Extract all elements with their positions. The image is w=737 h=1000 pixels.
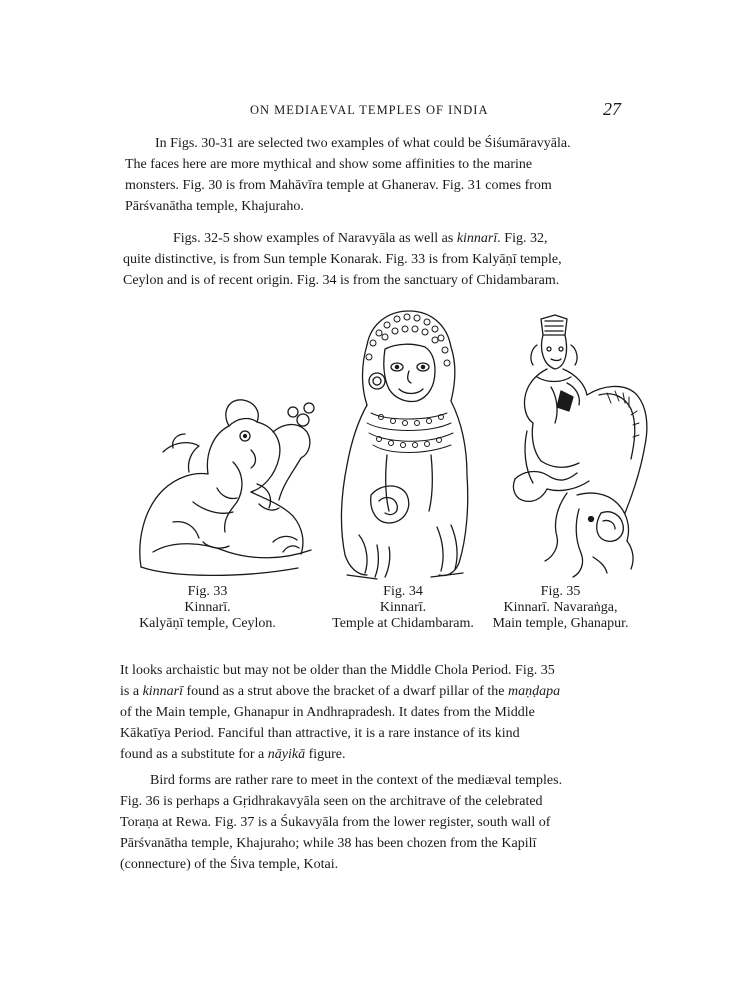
- figure-label: Fig. 35: [540, 584, 581, 599]
- figure-35-caption: [478, 584, 643, 632]
- text-line: Figs. 32-5 show examples of Naravyāla as well as kinnarī. Fig. 32,: [173, 231, 548, 246]
- text-line: (connecture) of the Śiva temple, Kotai.: [120, 857, 339, 872]
- paragraph-3: [120, 660, 628, 765]
- figure-label: Fig. 34: [383, 584, 423, 599]
- paragraph-2: [123, 228, 625, 291]
- text-line: The faces here are more mythical and show some affinities to the marine: [125, 157, 533, 172]
- figure-34-caption: [312, 584, 494, 632]
- figure-35-illustration: [507, 313, 652, 585]
- figure-title: Kinnarī.: [184, 600, 231, 615]
- figure-title: Kinnarī. Navaraṅga,: [503, 600, 618, 615]
- text-line: Toraṇa at Rewa. Fig. 37 is a Śukavyāla from the lower register, south wall of: [120, 815, 551, 830]
- figure-33-illustration: [133, 392, 328, 582]
- text-line: Bird forms are rather rare to meet in the context of the mediæval temples.: [150, 773, 563, 788]
- text-line: Pārśvanātha temple, Khajuraho.: [125, 199, 304, 214]
- text-line: of the Main temple, Ghanapur in Andhrapradesh. It dates from the Middle: [120, 705, 535, 720]
- text-line: Fig. 36 is perhaps a Gṛidhrakavyāla seen on the architrave of the celebrated: [120, 794, 543, 809]
- figure-place: Temple at Chidambaram.: [332, 616, 474, 631]
- text-line: is a kinnarī found as a strut above the bracket of a dwarf pillar of the maṇḍapa: [120, 684, 561, 699]
- figure-title: Kinnarī.: [379, 600, 427, 615]
- figure-place: Kalyāṇī temple, Ceylon.: [139, 616, 276, 631]
- running-title: ON MEDIAEVAL TEMPLES OF INDIA: [250, 103, 489, 117]
- figure-34-illustration: [327, 305, 485, 585]
- text-line: Ceylon and is of recent origin. Fig. 34 is from the sanctuary of Chidambaram.: [123, 273, 560, 288]
- text-line: Kākatīya Period. Fanciful than attractive, it is a rare instance of its kind: [120, 726, 520, 741]
- text-line: quite distinctive, is from Sun temple Konarak. Fig. 33 is from Kalyāṇī temple,: [123, 252, 562, 267]
- text-line: found as a substitute for a nāyikā figure.: [120, 747, 346, 762]
- text-line: It looks archaistic but may not be older than the Middle Chola Period. Fig. 35: [120, 663, 555, 678]
- figure-label: Fig. 33: [187, 584, 228, 599]
- figure-place: Main temple, Ghanapur.: [492, 616, 629, 631]
- paragraph-1: [125, 133, 625, 217]
- page-number: 27: [603, 99, 621, 119]
- text-line: In Figs. 30-31 are selected two examples of what could be Śiśumāravyāla.: [155, 136, 571, 151]
- text-line: Pārśvanātha temple, Khajuraho; while 38 has been chozen from the Kapilī: [120, 836, 537, 851]
- text-line: monsters. Fig. 30 is from Mahāvīra temple at Ghanerav. Fig. 31 comes from: [125, 178, 552, 193]
- figure-33-caption: [120, 584, 295, 632]
- paragraph-4: [120, 770, 628, 875]
